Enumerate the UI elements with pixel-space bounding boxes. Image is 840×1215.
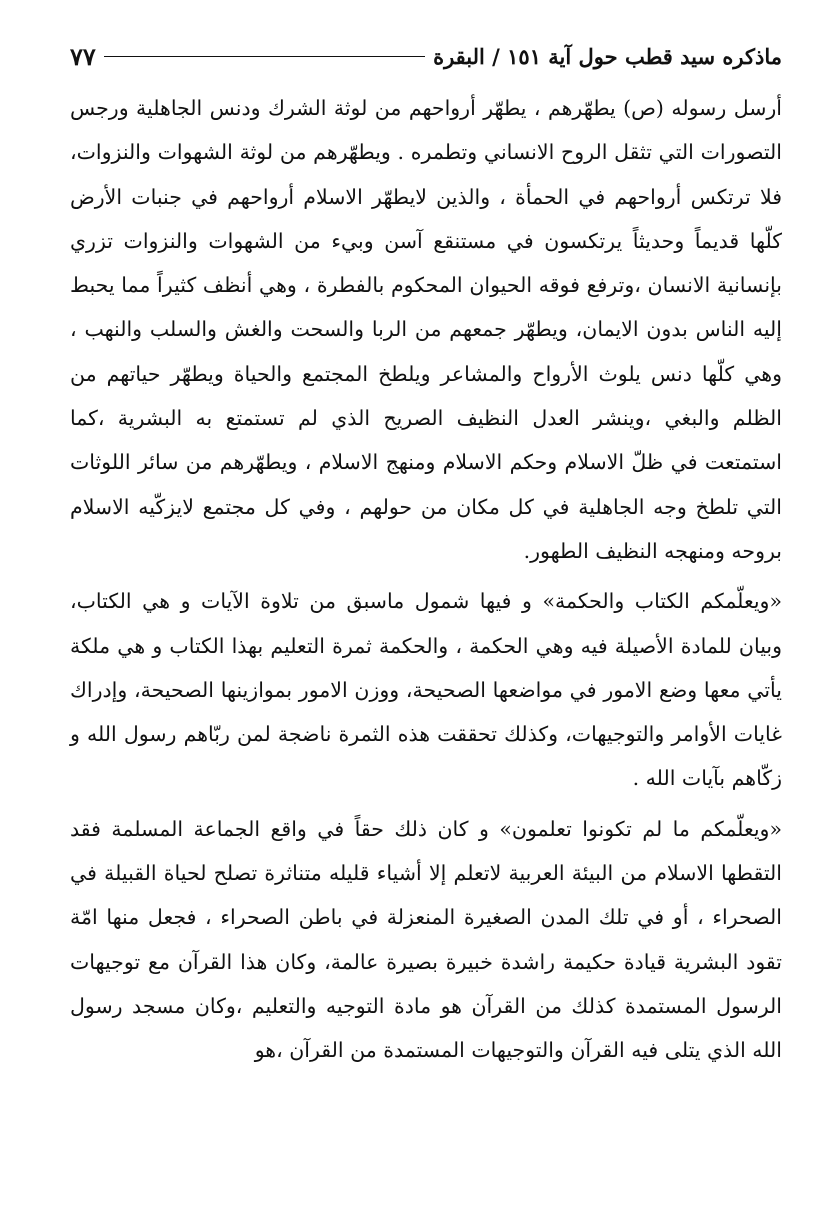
paragraph-1: أرسل رسوله (ص) يطهّرهم ، يطهّر أرواحهم من لوثة الشرك ودنس الجاهلية ورجس التصورات التي تثقل الروح الانساني وتطمره . ويطهّرهم من لوثة الشهوات والنزوات، فلا ترتكس أرواحهم في الحمأة ، والذين لايطهّر الاسلام أرواحهم في جنبات الأرض كلّها قديماً وحديثاً يرتكسون في مستنقع آسن وبيء من الشهوات والنزوات تزري بإنسانية الانسان ،وترفع فوقه الحيوان المحكوم بالفطرة ، وهي أنظف كثيراً مما يحبط إليه الناس بدون الايمان، ويطهّر جمعهم من الربا والسحت والغش والسلب والنهب ، وهي كلّها دنس يلوث الأرواح والمشاعر ويلطخ المجتمع والحياة ويطهّر حياتهم من الظلم والبغي ،وينشر العدل النظيف الصريح الذي لم تستمتع به البشرية ،كما استمتعت في ظلّ الاسلام وحكم الاسلام ومنهج الاسلام ، ويطهّرهم من سائر اللوثات التي تلطخ وجه الجاهلية في كل مكان من حولهم ، وفي كل مجتمع لايزكّيه الاسلام بروحه ومنهجه النظيف الطهور. (70, 96, 782, 563)
page-number: ٧٧ (70, 41, 96, 71)
running-header (70, 30, 782, 82)
paragraph-2: «ويعلّمكم الكتاب والحكمة» و فيها شمول ماسبق من تلاوة الآيات و هي الكتاب، وبيان للمادة الأصيلة فيه وهي الحكمة ، والحكمة ثمرة التعليم بهذا الكتاب و هي ملكة يأتي معها وضع الامور في مواضعها الصحيحة، ووزن الامور بموازينها الصحيحة، وإدراك غايات الأوامر والتوجيهات، وكذلك تحققت هذه الثمرة ناضجة لمن ربّاهم رسول الله و زكّاهم بآيات الله . (70, 589, 783, 791)
header-rule (104, 56, 425, 57)
body-text (70, 86, 782, 1073)
paragraph-3: «ويعلّمكم ما لم تكونوا تعلمون» و كان ذلك حقاً في واقع الجماعة المسلمة فقد التقطها الاسلام من البيئة العربية لاتعلم إلا أشياء قليله متناثرة تصلح لحياة القبيلة في الصحراء ، أو في تلك المدن الصغيرة المنعزلة في باطن الصحراء ، فجعل منها امّة تقود البشرية قيادة حكيمة راشدة خبيرة بصيرة عالمة، وكان هذا القرآن مع توجيهات الرسول المستمدة كذلك من القرآن هو مادة التوجيه والتعليم ،وكان مسجد رسول الله الذي يتلى فيه القرآن والتوجيهات المستمدة من القرآن ،هو (70, 816, 782, 1063)
running-title: ماذكره سيد قطب حول آية ١٥١ / البقرة (433, 43, 782, 69)
